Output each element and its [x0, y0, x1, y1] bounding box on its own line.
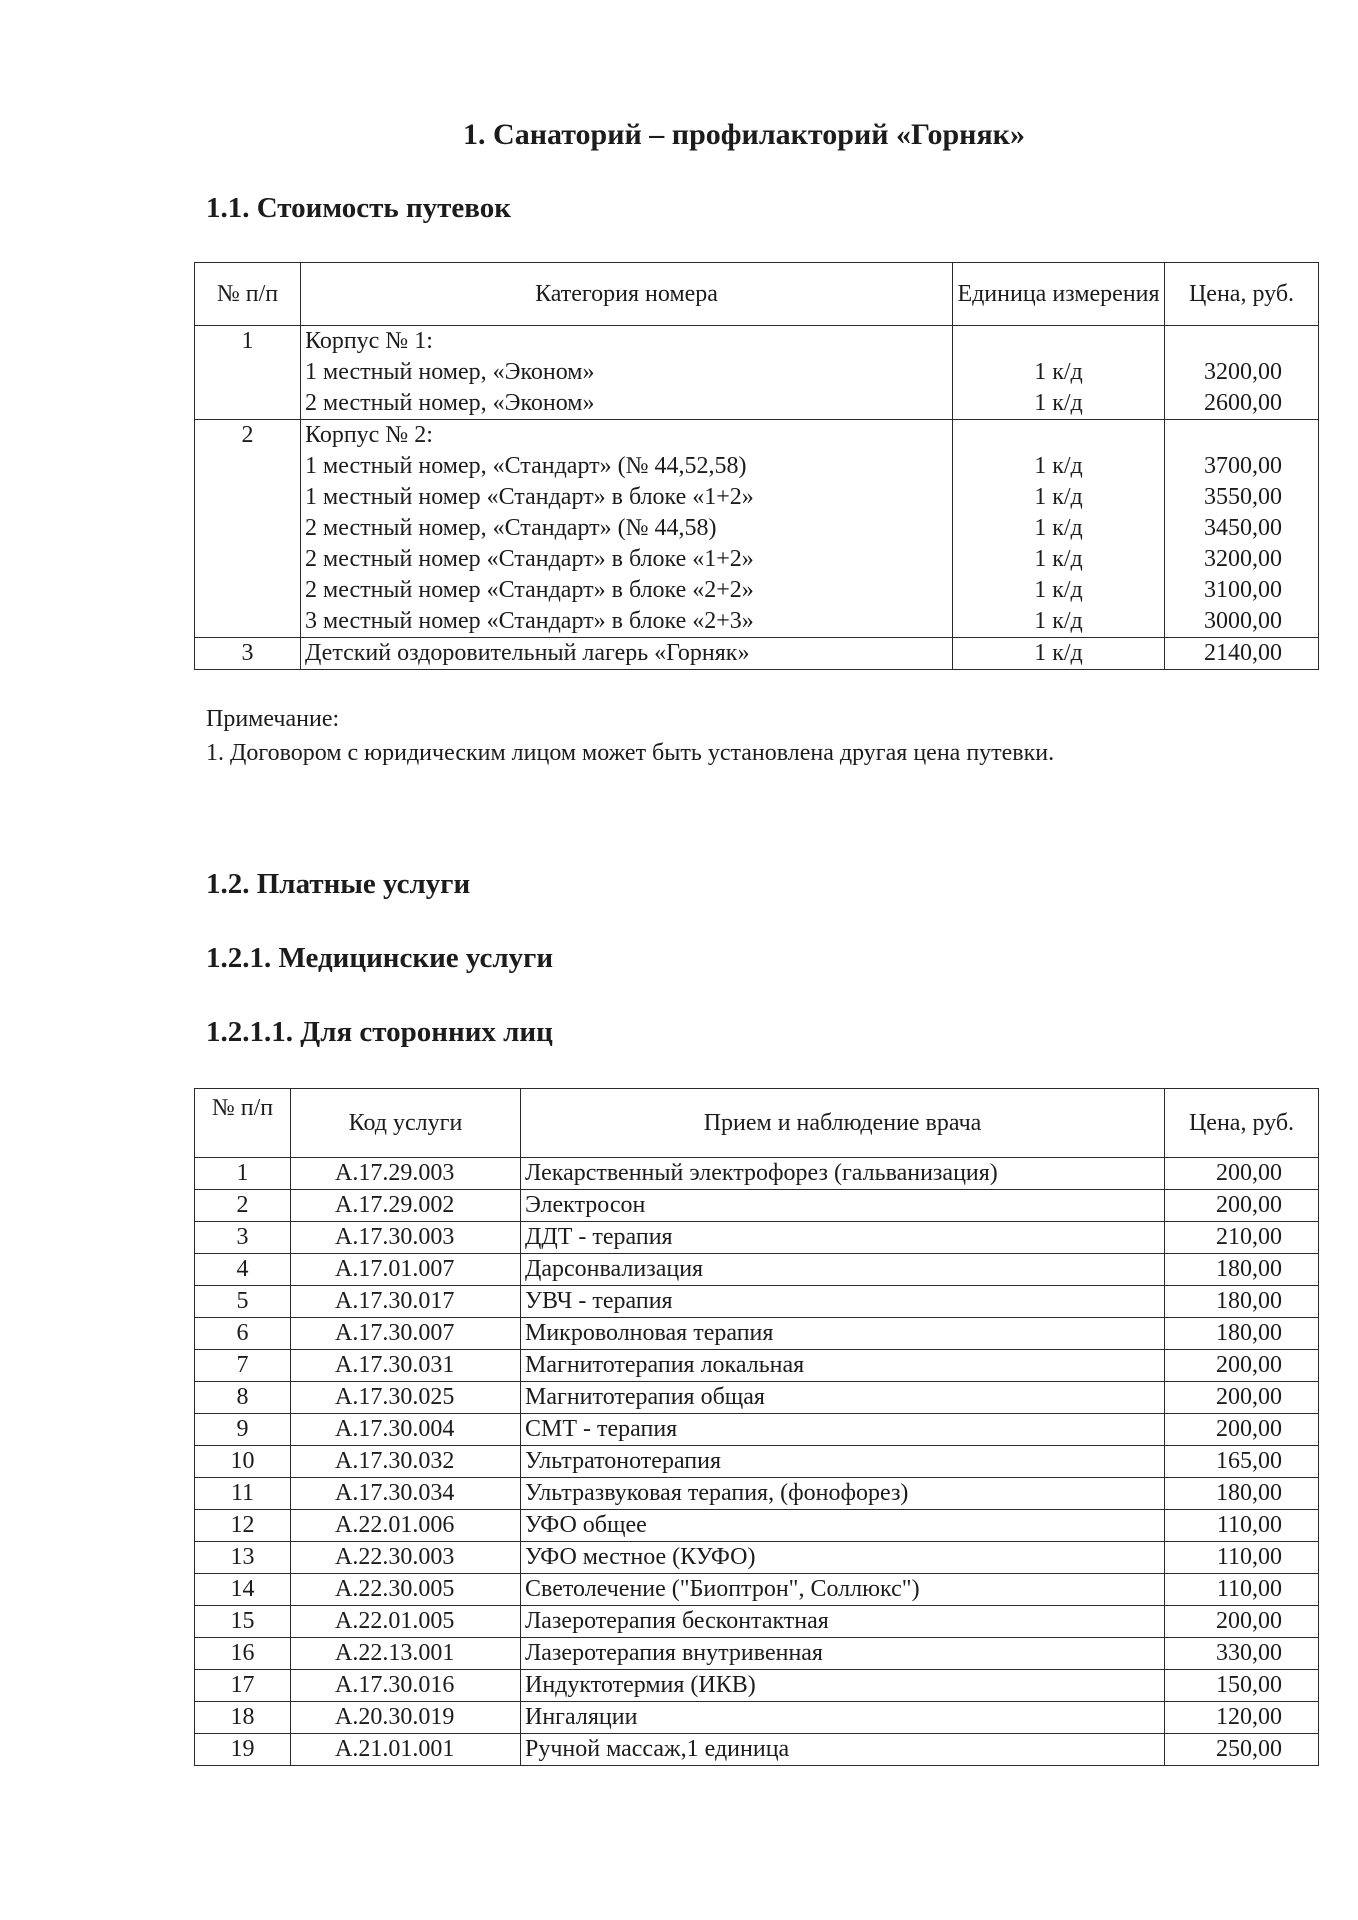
- table-header-row: [195, 1089, 1319, 1158]
- row-number: 18: [195, 1702, 291, 1734]
- table-row: [195, 1222, 1319, 1254]
- header-price: Цена, руб.: [1165, 1089, 1319, 1158]
- price: [1165, 420, 1319, 638]
- note-text: 1. Договором с юридическим лицом может быть установлена другая цена путевки.: [206, 740, 1055, 766]
- service-name: Магнитотерапия общая: [521, 1382, 1165, 1414]
- header-service: Прием и наблюдение врача: [521, 1089, 1165, 1158]
- price: 200,00: [1165, 1382, 1319, 1414]
- row-number: 3: [195, 1222, 291, 1254]
- category-line: 2 местный номер, «Стандарт» (№ 44,58): [305, 515, 717, 541]
- unit-line: 1 к/д: [1034, 484, 1083, 510]
- header-unit: Единица измерения: [953, 263, 1165, 326]
- header-num: № п/п: [195, 1089, 291, 1158]
- category-line: Корпус № 1:: [305, 328, 433, 354]
- section-heading-1-2: 1.2. Платные услуги: [206, 868, 471, 900]
- price-line: 3700,00: [1204, 453, 1282, 479]
- price: 180,00: [1165, 1478, 1319, 1510]
- price: 200,00: [1165, 1414, 1319, 1446]
- unit-of-measure: [953, 638, 1165, 670]
- category-line: 1 местный номер «Стандарт» в блоке «1+2»: [305, 484, 754, 510]
- category-line: 3 местный номер «Стандарт» в блоке «2+3»: [305, 608, 754, 634]
- service-code: A.22.13.001: [291, 1638, 521, 1670]
- category-line: 1 местный номер, «Стандарт» (№ 44,52,58): [305, 453, 747, 479]
- header-category: Категория номера: [301, 263, 953, 326]
- row-number: 17: [195, 1670, 291, 1702]
- service-code: A.20.30.019: [291, 1702, 521, 1734]
- service-name: УВЧ - терапия: [521, 1286, 1165, 1318]
- service-name: Ингаляции: [521, 1702, 1165, 1734]
- service-code: A.17.30.032: [291, 1446, 521, 1478]
- service-name: Лазеротерапия бесконтактная: [521, 1606, 1165, 1638]
- unit-line: 1 к/д: [1034, 515, 1083, 541]
- table-row: [195, 326, 1319, 420]
- table-header-row: [195, 263, 1319, 326]
- service-name: Ультразвуковая терапия, (фонофорез): [521, 1478, 1165, 1510]
- category-line: 2 местный номер «Стандарт» в блоке «1+2»: [305, 546, 754, 572]
- row-number: 5: [195, 1286, 291, 1318]
- service-name: Лазеротерапия внутривенная: [521, 1638, 1165, 1670]
- row-number: 1: [195, 1158, 291, 1190]
- service-code: A.17.30.034: [291, 1478, 521, 1510]
- price: [1165, 638, 1319, 670]
- service-code: A.17.29.002: [291, 1190, 521, 1222]
- price-line: 3000,00: [1204, 608, 1282, 634]
- price: 210,00: [1165, 1222, 1319, 1254]
- unit-line: 1 к/д: [1034, 577, 1083, 603]
- table-row: [195, 1542, 1319, 1574]
- medical-services-table: [194, 1088, 1319, 1766]
- section-heading-1-1: 1.1. Стоимость путевок: [206, 192, 511, 224]
- row-number: 14: [195, 1574, 291, 1606]
- service-code: A.17.30.004: [291, 1414, 521, 1446]
- table-row: [195, 1318, 1319, 1350]
- service-code: A.22.30.003: [291, 1542, 521, 1574]
- price: 200,00: [1165, 1350, 1319, 1382]
- service-name: Микроволновая терапия: [521, 1318, 1165, 1350]
- price: 330,00: [1165, 1638, 1319, 1670]
- price-line: 2140,00: [1204, 640, 1282, 666]
- table-row: [195, 1382, 1319, 1414]
- price: 180,00: [1165, 1254, 1319, 1286]
- row-number: 2: [195, 1190, 291, 1222]
- row-number: 6: [195, 1318, 291, 1350]
- row-number: 15: [195, 1606, 291, 1638]
- row-number: 1: [195, 326, 301, 420]
- price-line: 3200,00: [1204, 359, 1282, 385]
- note-title: Примечание:: [206, 706, 340, 732]
- table-row: [195, 1478, 1319, 1510]
- service-code: A.17.30.003: [291, 1222, 521, 1254]
- price-line: 2600,00: [1204, 390, 1282, 416]
- service-code: A.17.01.007: [291, 1254, 521, 1286]
- room-category: [301, 326, 953, 420]
- price-line: 3450,00: [1204, 515, 1282, 541]
- price: 200,00: [1165, 1190, 1319, 1222]
- price-line: [1169, 326, 1282, 357]
- row-number: 8: [195, 1382, 291, 1414]
- section-heading-1-2-1: 1.2.1. Медицинские услуги: [206, 942, 554, 974]
- service-code: A.21.01.001: [291, 1734, 521, 1766]
- service-name: СМТ - терапия: [521, 1414, 1165, 1446]
- service-name: Дарсонвализация: [521, 1254, 1165, 1286]
- unit-line: 1 к/д: [1034, 453, 1083, 479]
- category-line: Корпус № 2:: [305, 422, 433, 448]
- table-row: [195, 1350, 1319, 1382]
- service-code: A.17.30.031: [291, 1350, 521, 1382]
- row-number: 3: [195, 638, 301, 670]
- category-line: 1 местный номер, «Эконом»: [305, 359, 595, 385]
- service-code: A.22.01.005: [291, 1606, 521, 1638]
- section-heading-1-2-1-1: 1.2.1.1. Для сторонних лиц: [206, 1016, 553, 1048]
- vouchers-price-table: [194, 262, 1319, 670]
- service-code: A.17.29.003: [291, 1158, 521, 1190]
- price-line: 3200,00: [1204, 546, 1282, 572]
- header-code: Код услуги: [291, 1089, 521, 1158]
- price: 150,00: [1165, 1670, 1319, 1702]
- unit-line: 1 к/д: [1034, 640, 1083, 666]
- category-line: Детский оздоровительный лагерь «Горняк»: [305, 640, 750, 666]
- unit-of-measure: [953, 326, 1165, 420]
- table-row: [195, 1286, 1319, 1318]
- price: 110,00: [1165, 1510, 1319, 1542]
- table-row: [195, 1254, 1319, 1286]
- table-row: [195, 1606, 1319, 1638]
- service-name: Светолечение ("Биоптрон", Соллюкс"): [521, 1574, 1165, 1606]
- price: 110,00: [1165, 1542, 1319, 1574]
- table-row: [195, 1158, 1319, 1190]
- unit-line: [957, 420, 1160, 451]
- header-price: Цена, руб.: [1165, 263, 1319, 326]
- service-name: УФО общее: [521, 1510, 1165, 1542]
- service-code: A.17.30.016: [291, 1670, 521, 1702]
- unit-line: 1 к/д: [1034, 359, 1083, 385]
- service-name: Магнитотерапия локальная: [521, 1350, 1165, 1382]
- service-name: Индуктотермия (ИКВ): [521, 1670, 1165, 1702]
- row-number: 9: [195, 1414, 291, 1446]
- service-code: A.22.30.005: [291, 1574, 521, 1606]
- table-row: [195, 1702, 1319, 1734]
- price: 180,00: [1165, 1318, 1319, 1350]
- service-name: ДДТ - терапия: [521, 1222, 1165, 1254]
- table-row: [195, 1734, 1319, 1766]
- room-category: [301, 420, 953, 638]
- price: 180,00: [1165, 1286, 1319, 1318]
- price-line: [1169, 420, 1282, 451]
- row-number: 16: [195, 1638, 291, 1670]
- table-row: [195, 1638, 1319, 1670]
- price: 250,00: [1165, 1734, 1319, 1766]
- unit-line: 1 к/д: [1034, 608, 1083, 634]
- service-name: Электросон: [521, 1190, 1165, 1222]
- table-row: [195, 1446, 1319, 1478]
- service-name: Ультратонотерапия: [521, 1446, 1165, 1478]
- unit-line: [957, 326, 1160, 357]
- row-number: 7: [195, 1350, 291, 1382]
- service-code: A.22.01.006: [291, 1510, 521, 1542]
- price: 120,00: [1165, 1702, 1319, 1734]
- unit-of-measure: [953, 420, 1165, 638]
- service-name: Ручной массаж,1 единица: [521, 1734, 1165, 1766]
- price: 200,00: [1165, 1158, 1319, 1190]
- row-number: 13: [195, 1542, 291, 1574]
- table-row: [195, 1510, 1319, 1542]
- row-number: 12: [195, 1510, 291, 1542]
- table-row: [195, 1670, 1319, 1702]
- unit-line: 1 к/д: [1034, 390, 1083, 416]
- row-number: 10: [195, 1446, 291, 1478]
- category-line: 2 местный номер «Стандарт» в блоке «2+2»: [305, 577, 754, 603]
- price: 165,00: [1165, 1446, 1319, 1478]
- price: 200,00: [1165, 1606, 1319, 1638]
- category-line: 2 местный номер, «Эконом»: [305, 390, 595, 416]
- service-code: A.17.30.007: [291, 1318, 521, 1350]
- room-category: [301, 638, 953, 670]
- price: [1165, 326, 1319, 420]
- table-row: [195, 638, 1319, 670]
- service-name: УФО местное (КУФО): [521, 1542, 1165, 1574]
- table-row: [195, 1574, 1319, 1606]
- price-line: 3550,00: [1204, 484, 1282, 510]
- price: 110,00: [1165, 1574, 1319, 1606]
- row-number: 19: [195, 1734, 291, 1766]
- row-number: 4: [195, 1254, 291, 1286]
- row-number: 11: [195, 1478, 291, 1510]
- price-line: 3100,00: [1204, 577, 1282, 603]
- row-number: 2: [195, 420, 301, 638]
- service-code: A.17.30.025: [291, 1382, 521, 1414]
- service-code: A.17.30.017: [291, 1286, 521, 1318]
- header-num: № п/п: [195, 263, 301, 326]
- service-name: Лекарственный электрофорез (гальванизация): [521, 1158, 1165, 1190]
- unit-line: 1 к/д: [1034, 546, 1083, 572]
- table-row: [195, 1190, 1319, 1222]
- table-row: [195, 420, 1319, 638]
- document-title: 1. Санаторий – профилакторий «Горняк»: [463, 118, 1025, 151]
- table-row: [195, 1414, 1319, 1446]
